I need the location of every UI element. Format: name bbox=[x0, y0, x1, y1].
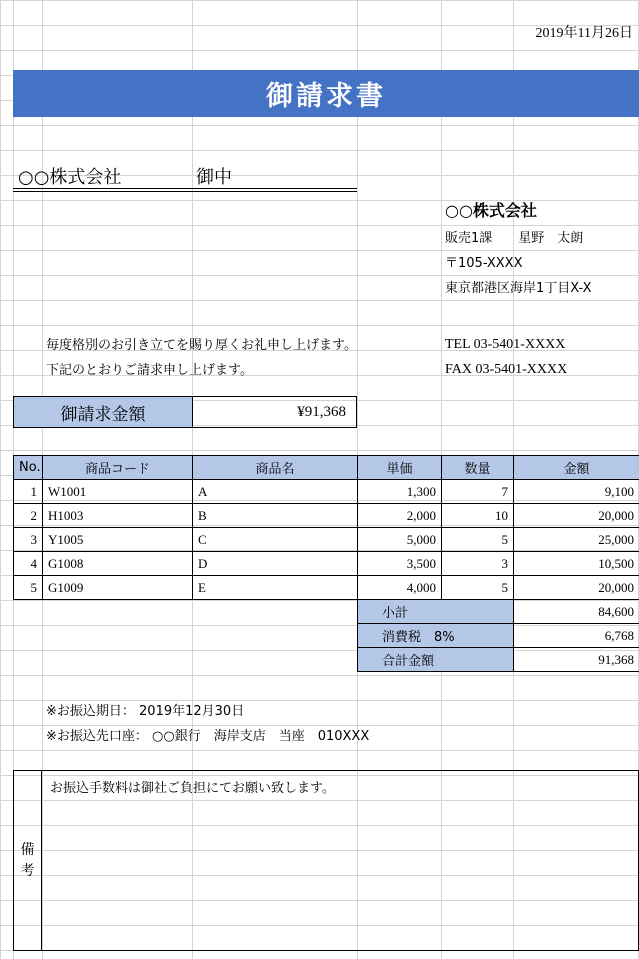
cell-quantity: 10 bbox=[442, 504, 514, 528]
sender-address: 東京都港区海岸1丁目X-X bbox=[445, 280, 592, 296]
cell-no: 3 bbox=[14, 528, 43, 552]
gridline-horizontal bbox=[0, 325, 639, 326]
sender-fax: FAX 03-5401-XXXX bbox=[445, 362, 568, 377]
gridline-horizontal bbox=[0, 150, 639, 151]
summary-label: 消費税 8% bbox=[358, 624, 514, 648]
gridline-horizontal bbox=[0, 675, 639, 676]
table-summary-row bbox=[14, 648, 639, 672]
cell-name: E bbox=[193, 576, 358, 600]
cell-no: 1 bbox=[14, 480, 43, 504]
cell-no: 4 bbox=[14, 552, 43, 576]
summary-spacer bbox=[43, 600, 358, 624]
cell-unit-price: 2,000 bbox=[358, 504, 442, 528]
customer-honorific: 御中 bbox=[196, 166, 232, 188]
items-table bbox=[13, 455, 639, 672]
cell-amount: 25,000 bbox=[514, 528, 639, 552]
sender-company: ○○株式会社 bbox=[445, 201, 537, 220]
cell-name: A bbox=[193, 480, 358, 504]
th-name: 商品名 bbox=[193, 456, 358, 480]
table-row bbox=[14, 552, 639, 576]
table-header-row bbox=[14, 456, 639, 480]
cell-no: 5 bbox=[14, 576, 43, 600]
summary-spacer bbox=[14, 600, 43, 624]
cell-code: W1001 bbox=[43, 480, 193, 504]
remarks-label-char-2: 考 bbox=[20, 862, 35, 879]
cell-quantity: 5 bbox=[442, 528, 514, 552]
cell-amount: 20,000 bbox=[514, 576, 639, 600]
cell-unit-price: 4,000 bbox=[358, 576, 442, 600]
gridline-horizontal bbox=[0, 450, 639, 451]
cell-code: H1003 bbox=[43, 504, 193, 528]
cell-no: 2 bbox=[14, 504, 43, 528]
cell-name: D bbox=[193, 552, 358, 576]
gridline-horizontal bbox=[0, 300, 639, 301]
customer-name: ○○株式会社 bbox=[18, 166, 122, 188]
summary-label: 合計金額 bbox=[358, 648, 514, 672]
summary-spacer bbox=[14, 624, 43, 648]
th-quantity: 数量 bbox=[442, 456, 514, 480]
sender-tel: TEL 03-5401-XXXX bbox=[445, 337, 566, 352]
th-code: 商品コード bbox=[43, 456, 193, 480]
remarks-label-char-1: 備 bbox=[20, 842, 35, 859]
cell-quantity: 7 bbox=[442, 480, 514, 504]
payment-due-date-note: ※お振込期日： 2019年12月30日 bbox=[46, 703, 245, 719]
gridline-horizontal bbox=[0, 50, 639, 51]
remarks-label bbox=[14, 771, 42, 950]
cell-amount: 10,500 bbox=[514, 552, 639, 576]
summary-amount: 91,368 bbox=[514, 648, 639, 672]
cell-name: C bbox=[193, 528, 358, 552]
greeting-line-2: 下記のとおりご請求申し上げます。 bbox=[46, 362, 253, 378]
document-title-banner bbox=[13, 70, 639, 117]
cell-unit-price: 1,300 bbox=[358, 480, 442, 504]
cell-unit-price: 3,500 bbox=[358, 552, 442, 576]
summary-spacer bbox=[43, 648, 358, 672]
billing-amount-box bbox=[13, 396, 357, 428]
gridline-horizontal bbox=[0, 750, 639, 751]
cell-code: G1009 bbox=[43, 576, 193, 600]
gridline-vertical bbox=[0, 0, 1, 959]
table-row bbox=[14, 504, 639, 528]
table-row bbox=[14, 480, 639, 504]
th-amount: 金額 bbox=[514, 456, 639, 480]
summary-amount: 6,768 bbox=[514, 624, 639, 648]
billing-amount-value: ¥91,368 bbox=[297, 403, 346, 420]
cell-amount: 20,000 bbox=[514, 504, 639, 528]
remarks-text: お振込手数料は御社ご負担にてお願い致します。 bbox=[50, 781, 335, 796]
invoice-date: 2019年11月26日 bbox=[535, 26, 633, 41]
table-row bbox=[14, 528, 639, 552]
greeting-line-1: 毎度格別のお引き立てを賜り厚くお礼申し上げます。 bbox=[46, 337, 357, 353]
table-row bbox=[14, 576, 639, 600]
cell-code: G1008 bbox=[43, 552, 193, 576]
summary-spacer bbox=[14, 648, 43, 672]
cell-name: B bbox=[193, 504, 358, 528]
cell-code: Y1005 bbox=[43, 528, 193, 552]
customer-underline bbox=[13, 188, 357, 192]
summary-amount: 84,600 bbox=[514, 600, 639, 624]
cell-unit-price: 5,000 bbox=[358, 528, 442, 552]
summary-spacer bbox=[43, 624, 358, 648]
cell-quantity: 3 bbox=[442, 552, 514, 576]
table-summary-row bbox=[14, 624, 639, 648]
page-title: 御請求書 bbox=[266, 81, 386, 112]
payment-bank-account-note: ※お振込先口座： ○○銀行 海岸支店 当座 010XXX bbox=[46, 728, 370, 744]
sender-department-person: 販売1課 星野 太朗 bbox=[445, 230, 584, 246]
remarks-box bbox=[13, 770, 639, 951]
table-summary-row bbox=[14, 600, 639, 624]
th-no: No. bbox=[14, 456, 43, 480]
cell-quantity: 5 bbox=[442, 576, 514, 600]
billing-amount-label: 御請求金額 bbox=[14, 397, 193, 427]
gridline-horizontal bbox=[0, 0, 639, 1]
gridline-horizontal bbox=[0, 125, 639, 126]
cell-amount: 9,100 bbox=[514, 480, 639, 504]
th-unit-price: 単価 bbox=[358, 456, 442, 480]
sender-postal-code: 〒105-XXXX bbox=[445, 255, 523, 271]
summary-label: 小計 bbox=[358, 600, 514, 624]
